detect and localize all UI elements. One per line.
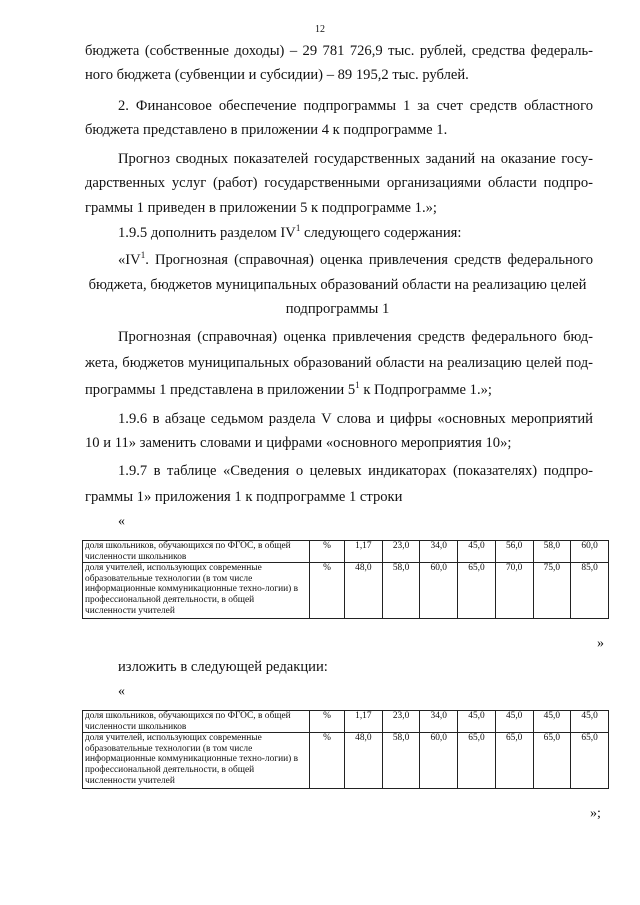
paragraph-line: граммы 1» приложения 1 к подпрограмме 1 строки (85, 489, 403, 505)
value-cell: 23,0 (382, 541, 420, 563)
closing-quote: » (597, 636, 604, 651)
value-cell: 45,0 (495, 711, 533, 733)
value-cell: 1,17 (345, 711, 383, 733)
section-heading-line: подпрограммы 1 (285, 301, 390, 317)
superscript: 1 (295, 223, 301, 234)
value-cell: 1,17 (345, 541, 383, 563)
value-cell: 45,0 (533, 711, 571, 733)
value-cell: 45,0 (458, 541, 496, 563)
value-cell: 58,0 (533, 541, 571, 563)
paragraph-line: 2. Финансовое обеспечение подпрограммы 1 за счет средств областного (118, 98, 593, 114)
indicators-table-old (82, 540, 609, 619)
unit-cell: % (310, 563, 345, 619)
indicator-name-cell: доля школьников, обучающихся по ФГОС, в общей численности школьников (83, 541, 310, 563)
indicator-name-cell: доля учителей, использующих современные образовательные технологии (в том числе информационные коммуникационные техно-логии) в профессиональной деятельности, в общей численности учителей (83, 563, 310, 619)
value-cell: 60,0 (420, 733, 458, 789)
value-cell: 58,0 (382, 563, 420, 619)
section-heading-line: бюджета, бюджетов муниципальных образований области на реализацию целей (88, 277, 587, 293)
opening-quote: « (118, 684, 125, 699)
paragraph-line: граммы 1 приведен в приложении 5 к подпрограмме 1.»; (85, 200, 437, 216)
paragraph-line: жета, бюджетов муниципальных образований области на реализацию целей под- (85, 355, 593, 371)
value-cell: 65,0 (458, 563, 496, 619)
value-cell: 48,0 (345, 733, 383, 789)
value-cell: 65,0 (495, 733, 533, 789)
paragraph-line: Прогнозная (справочная) оценка привлечения средств федерального бюд- (118, 329, 593, 345)
paragraph-line: ного бюджета (субвенции и субсидии) – 89 195,2 тыс. рублей. (85, 67, 469, 83)
paragraph-line (85, 381, 593, 399)
paragraph-line: 10 и 11» заменить словами и цифрами «основного мероприятия 10»; (85, 435, 512, 451)
value-cell: 60,0 (571, 541, 609, 563)
value-cell: 70,0 (495, 563, 533, 619)
value-cell: 75,0 (533, 563, 571, 619)
opening-quote: « (118, 514, 125, 529)
value-cell: 65,0 (533, 733, 571, 789)
value-cell: 58,0 (382, 733, 420, 789)
superscript: 1 (355, 380, 360, 391)
value-cell: 45,0 (458, 711, 496, 733)
text-fragment: программы 1 представлена в приложении 5 (85, 382, 356, 398)
page-number: 12 (315, 24, 325, 35)
unit-cell: % (310, 733, 345, 789)
text-fragment: . Прогнозная (справочная) оценка привлечения средств федерального (145, 252, 593, 268)
paragraph-line: 1.9.6 в абзаце седьмом раздела V слова и цифры «основных мероприятий (118, 411, 593, 427)
value-cell: 34,0 (420, 541, 458, 563)
section-heading-line (118, 251, 593, 269)
paragraph-line: Прогноз сводных показателей государственных заданий на оказание госу- (118, 151, 593, 167)
paragraph-line: дарственных услуг (работ) государственными организациями области подпро- (85, 175, 593, 191)
value-cell: 65,0 (458, 733, 496, 789)
paragraph-line (118, 224, 593, 242)
paragraph-line: бюджета (собственные доходы) – 29 781 726,9 тыс. рублей, средства федераль- (85, 43, 593, 59)
indicator-name-cell: доля школьников, обучающихся по ФГОС, в общей численности школьников (83, 711, 310, 733)
superscript: 1 (140, 250, 146, 261)
value-cell: 56,0 (495, 541, 533, 563)
value-cell: 23,0 (382, 711, 420, 733)
text-fragment: 1.9.5 дополнить разделом IV (118, 225, 296, 241)
value-cell: 48,0 (345, 563, 383, 619)
paragraph-line: изложить в следующей редакции: (118, 659, 328, 675)
text-fragment: следующего содержания: (300, 225, 462, 241)
closing-quote: »; (590, 806, 601, 821)
text-fragment: к Подпрограмме 1.»; (359, 382, 492, 398)
paragraph-line: бюджета представлено в приложении 4 к подпрограмме 1. (85, 122, 448, 138)
table-row (83, 563, 609, 619)
indicators-table-new (82, 710, 609, 789)
unit-cell: % (310, 541, 345, 563)
table-row (83, 541, 609, 563)
paragraph-line: 1.9.7 в таблице «Сведения о целевых индикаторах (показателях) подпро- (118, 463, 593, 479)
text-fragment: «IV (118, 252, 141, 268)
value-cell: 85,0 (571, 563, 609, 619)
value-cell: 60,0 (420, 563, 458, 619)
value-cell: 65,0 (571, 733, 609, 789)
value-cell: 45,0 (571, 711, 609, 733)
value-cell: 34,0 (420, 711, 458, 733)
table-row (83, 711, 609, 733)
table-row (83, 733, 609, 789)
indicator-name-cell: доля учителей, использующих современные образовательные технологии (в том числе информационные коммуникационные техно-логии) в профессиональной деятельности, в общей численности учителей (83, 733, 310, 789)
unit-cell: % (310, 711, 345, 733)
